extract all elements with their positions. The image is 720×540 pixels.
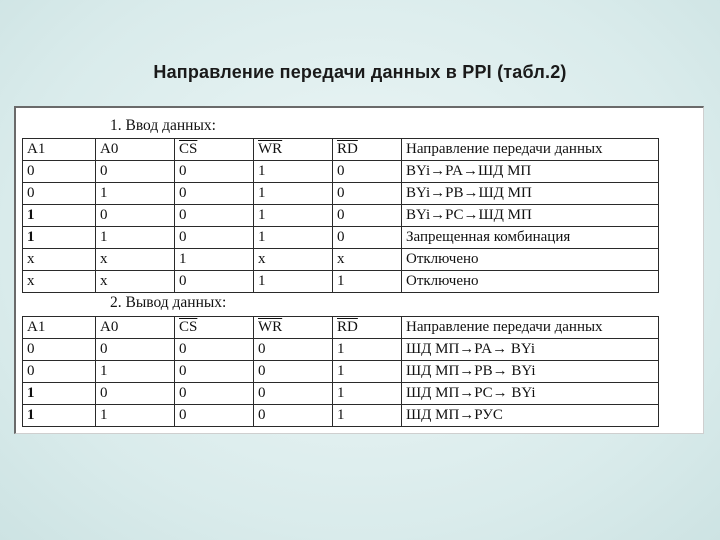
cell-cs: 0 <box>175 161 254 183</box>
cell-a1: 1 <box>23 205 96 227</box>
cell-a1: 0 <box>23 183 96 205</box>
cell-direction: Отключено <box>402 249 659 271</box>
cell-rd: 0 <box>333 205 402 227</box>
input-section-label: 1. Ввод данных: <box>110 117 216 134</box>
page-title: Направление передачи данных в PPI (табл.2) <box>153 62 567 82</box>
cell-a0: x <box>96 271 175 293</box>
output-section-label: 2. Вывод данных: <box>110 294 227 311</box>
cell-wr: 0 <box>254 361 333 383</box>
cell-rd: 1 <box>333 405 402 427</box>
table-row <box>23 249 659 271</box>
header-rd: $\overline{RD}$ <box>333 317 402 339</box>
table-row <box>23 227 659 249</box>
input-table <box>22 138 659 293</box>
cell-a0: 1 <box>96 227 175 249</box>
cell-direction: ШД МП→PA→ BYi <box>402 339 659 361</box>
cell-a0: 0 <box>96 339 175 361</box>
cell-a0: 0 <box>96 161 175 183</box>
header-wr: $\overline{WR}$ <box>254 317 333 339</box>
cell-rd: 0 <box>333 161 402 183</box>
header-direction: Направление передачи данных <box>402 139 659 161</box>
cell-cs: 0 <box>175 405 254 427</box>
cell-a1: 0 <box>23 361 96 383</box>
cell-a0: 0 <box>96 383 175 405</box>
cell-rd: 1 <box>333 339 402 361</box>
cell-a1: 1 <box>23 383 96 405</box>
cell-direction: ШД МП→PC→ BYi <box>402 383 659 405</box>
cell-cs: 0 <box>175 361 254 383</box>
cell-direction: ШД МП→PB→ BYi <box>402 361 659 383</box>
cell-direction: ШД МП→РУС <box>402 405 659 427</box>
cell-wr: 1 <box>254 205 333 227</box>
output-table-header-row <box>23 317 659 339</box>
cell-a0: 1 <box>96 183 175 205</box>
cell-direction: BYi→PB→ШД МП <box>402 183 659 205</box>
cell-wr: 0 <box>254 339 333 361</box>
cell-direction: BYi→PA→ШД МП <box>402 161 659 183</box>
cell-a1: x <box>23 271 96 293</box>
cell-cs: 0 <box>175 205 254 227</box>
cell-a1: 1 <box>23 227 96 249</box>
cell-a1: 0 <box>23 339 96 361</box>
cell-cs: 1 <box>175 249 254 271</box>
header-wr: $\overline{WR}$ <box>254 139 333 161</box>
cell-rd: 1 <box>333 383 402 405</box>
table-row <box>23 161 659 183</box>
cell-a0: x <box>96 249 175 271</box>
table-row <box>23 383 659 405</box>
header-direction: Направление передачи данных <box>402 317 659 339</box>
cell-wr: 1 <box>254 161 333 183</box>
input-table-header-row <box>23 139 659 161</box>
cell-wr: x <box>254 249 333 271</box>
cell-wr: 1 <box>254 227 333 249</box>
cell-wr: 0 <box>254 405 333 427</box>
cell-a1: 1 <box>23 405 96 427</box>
table-row <box>23 183 659 205</box>
cell-a0: 0 <box>96 205 175 227</box>
cell-rd: 1 <box>333 271 402 293</box>
table-row <box>23 271 659 293</box>
header-cs: $\overline{CS}$ <box>175 139 254 161</box>
cell-a0: 1 <box>96 361 175 383</box>
cell-wr: 1 <box>254 271 333 293</box>
cell-wr: 0 <box>254 383 333 405</box>
io-table-frame <box>14 106 704 434</box>
header-rd: $\overline{RD}$ <box>333 139 402 161</box>
cell-direction: Отключено <box>402 271 659 293</box>
cell-rd: x <box>333 249 402 271</box>
table-row <box>23 361 659 383</box>
cell-direction: BYi→PC→ШД МП <box>402 205 659 227</box>
cell-a0: 1 <box>96 405 175 427</box>
table-row <box>23 405 659 427</box>
header-a1: A1 <box>23 317 96 339</box>
header-a0: A0 <box>96 317 175 339</box>
cell-cs: 0 <box>175 339 254 361</box>
header-cs: $\overline{CS}$ <box>175 317 254 339</box>
output-table <box>22 316 659 427</box>
cell-cs: 0 <box>175 271 254 293</box>
table-row <box>23 205 659 227</box>
cell-rd: 1 <box>333 361 402 383</box>
cell-rd: 0 <box>333 183 402 205</box>
cell-cs: 0 <box>175 183 254 205</box>
header-a0: A0 <box>96 139 175 161</box>
table-row <box>23 339 659 361</box>
header-a1: A1 <box>23 139 96 161</box>
cell-direction: Запрещенная комбинация <box>402 227 659 249</box>
cell-wr: 1 <box>254 183 333 205</box>
cell-cs: 0 <box>175 227 254 249</box>
cell-rd: 0 <box>333 227 402 249</box>
cell-a1: 0 <box>23 161 96 183</box>
cell-a1: x <box>23 249 96 271</box>
cell-cs: 0 <box>175 383 254 405</box>
